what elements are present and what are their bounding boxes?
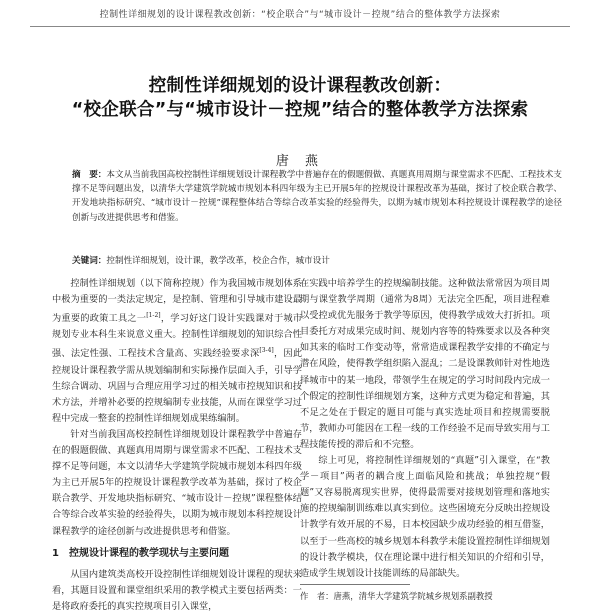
footnote (300, 590, 550, 602)
abstract (72, 168, 562, 225)
footnote-label: 作 者： (300, 591, 334, 601)
left-paragraph-1 (52, 276, 302, 427)
footnote-divider (300, 584, 410, 585)
left-p1-text: 控制性详细规划（以下简称控规）作为我国城市规划体系中极为重要的一类法定规定，是控制、管理和引导城市建设最为重要的政策工具之一 (52, 278, 302, 325)
left-p1b-text: ，学习好这门设计实践课对于城市规划专业本科生来说意义重大。控制性详细规划的知识综合性强、法定性强、工程技术含量高、实践经验要求深 (52, 313, 303, 360)
keywords (72, 254, 562, 268)
abstract-text: 本文从当前我国高校控制性详细规划设计课程教学中普遍存在的假题假做、真题真用周期与课堂需求不匹配、工程技术支撑不足等问题出发，以清华大学建筑学院城市规划本科四年级为主已开展5年的控规设计课程改革为基础，探讨了校企联合教学、开发地块指标研究、“城市设计－控规”课程整体结合等综合改革实验的经验得失，以期为城市规划本科控规设计课程教学的途径创新与改进提供思考和借鉴。 (72, 170, 562, 223)
title-line-1: 控制性详细规划的设计课程教改创新： (148, 76, 452, 96)
left-paragraph-3: 从国内建筑类高校开设控制性详细规划设计课程的现状来看，其题目设置和课堂组织采用的教学模式主要包括两类：一是将政府委托的真实控规项目引入课堂， (52, 568, 302, 612)
keywords-text: 控制性详细规划，设计课，教学改革，校企合作，城市设计 (106, 256, 330, 266)
citation: [1-2] (146, 312, 161, 320)
paper-title (0, 74, 600, 122)
left-p1c-text: ，因此控规设计课程教学需从规划编制和实际操作层面入手，引导学生综合调动、巩固与合理应用学习过的相关城市控规知识和技术方法，并增补必要的控规编制专业技能，从而在课堂学习过程中完成一整套的控制性详细规划成果练编制。 (52, 348, 303, 424)
citation: [3-4] (259, 347, 274, 355)
right-paragraph-2: 综上可见，将控制性详细规划的“真题”引入课堂，在“教学－项目”两者的耦合度上面临风险和挑战；单独控规“假题”又容易脱离现实世界，使得最需要对接规划管理和落地实施的控规编制训练难以真实到位。这些困境充分反映出控规设计教学有效开展的不易，日本校园缺少成功经验的相互借鉴，以至于一些高校的城乡规划本科教学未能设置控制性详细规划的设计教学模块，仅在理论课中进行相关知识的介绍和引导，造成学生规划设计技能训练的局部缺失。 (300, 455, 550, 579)
left-column (52, 276, 302, 615)
left-paragraph-2: 针对当前我国高校控制性详细规划设计课程教学中普遍存在的假题假做、真题真用周期与课堂需求不匹配、工程技术支撑不足等问题，本文以清华大学建筑学院城市规划本科四年级为主已开展5年的控规设计课程教学改革为基础，探讨了校企联合教学、开发地块指标研究、“城市设计－控规”课程整体结合等综合改革实验的经验得失，以期为城市规划本科控规设计课程教学的途径创新与改进提供思考和借鉴。 (52, 428, 302, 537)
author-name: 唐 燕 (275, 154, 325, 169)
abstract-label: 摘 要： (72, 170, 107, 180)
footnote-text: 唐燕，清华大学建筑学院城乡规划系副教授 (333, 591, 493, 601)
running-head: 控制性详细规划的设计课程教改创新：“校企联合”与“城市设计－控规”结合的整体教学方法探索 (30, 4, 570, 27)
section-heading: 1 控规设计课程的教学现状与主要问题 (52, 547, 229, 559)
keywords-label: 关键词： (72, 256, 107, 266)
right-column (300, 276, 550, 582)
right-paragraph-1: 在实践中培养学生的控规编制技能。这种做法常常因为项目周期与课堂教学周期（通常为8周）无法完全匹配，项目进程难以受控或优先服务于教学等原因，使得教学成效大打折扣。项目委托方对成果完成时间、规划内容等的特殊要求以及各种突如其来的临时工作变动等，常常造成课程教学安排的不确定与潜在风险，使得教学组织陷入混乱；二是设课教师针对性地选择城市中的某一地段，带领学生在规定的学习时间段内完成一个假定的控制性详细规划方案，这种方式更为稳定和普遍，其不足之处在于假定的题目可能与真实选址项目和控规需要脱节，教师办可能因在工程一线的工作经验不足而导致实用与工程技能传授的滞后和不完整。 (300, 278, 550, 450)
title-line-2: “校企联合”与“城市设计－控规”结合的整体教学方法探索 (71, 100, 529, 120)
